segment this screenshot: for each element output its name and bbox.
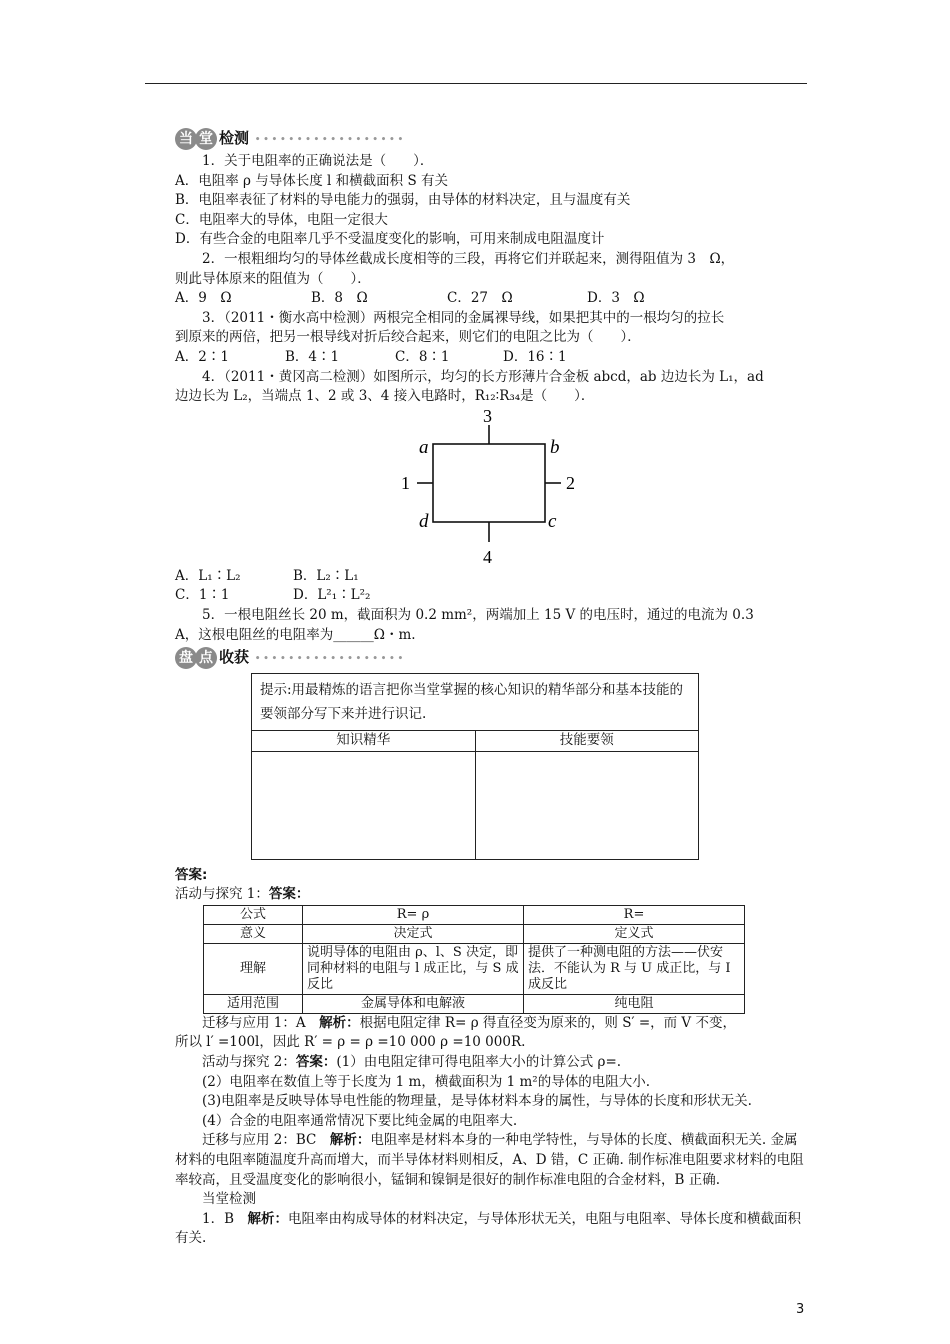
question-3-stem-cont: 到原来的两倍，把另一根导线对折后绞合起来，则它们的电阻之比为（ ）． bbox=[175, 329, 641, 346]
question-2-options bbox=[175, 289, 809, 309]
question-2-option: D．3 Ω bbox=[587, 290, 645, 307]
dotted-leader: ∙∙∙∙∙∙∙∙∙∙∙∙∙∙∙∙∙∙ bbox=[255, 132, 407, 146]
activity-2-point-4: (4）合金的电阻率通常情况下要比纯金属的电阻率大. bbox=[202, 1112, 518, 1129]
activity-1-heading: 活动与探究 1：答案： bbox=[175, 886, 310, 903]
table-row-header: 公式 bbox=[204, 905, 303, 924]
activity-2-point-3: (3)电阻率是反映导体导电性能的物理量，是导体材料本身的属性，与导体的长度和形状无关. bbox=[202, 1093, 752, 1110]
plate-diagram bbox=[390, 409, 590, 567]
summary-table bbox=[251, 673, 699, 860]
terminal-3-label: 3 bbox=[483, 408, 492, 426]
corner-a-label: a bbox=[419, 436, 429, 458]
question-1-option-b: B．电阻率表征了材料的导电能力的强弱，由导体的材料决定，且与温度有关 bbox=[175, 192, 631, 209]
corner-d-label: d bbox=[419, 510, 429, 532]
question-4-option-c: C．1∶1 bbox=[175, 587, 230, 604]
question-5-stem: 5．一根电阻丝长 20 m，截面积为 0.2 mm²，两端加上 15 V 的电压时，通过的电流为 0.3 bbox=[202, 606, 754, 623]
answer-1: 1．B 解析：电阻率由构成导体的材料决定，与导体形状无关，电阻与电阻率、导体长度和横截面积有关. bbox=[175, 1210, 802, 1247]
terminal-2-label: 2 bbox=[566, 472, 575, 493]
transfer-2-answer: 迁移与应用 2：BC 解析：电阻率是材料本身的一种电学特性，与导体的长度、横截面积无关. 金属材料的电阻率随温度升高而增大，而半导体材料则相反，A、D 错，C 正确. 制作标准电阻要求材料的电阻率较高，且受温度变化的影响很小，锰铜和镍铜是很好的制作标准电阻的合金材料，B 正确. bbox=[175, 1132, 804, 1188]
question-5-stem-cont: A，这根电阻丝的电阻率为______Ω・m. bbox=[175, 626, 416, 643]
table-row-header: 理解 bbox=[204, 943, 303, 994]
page-number: 3 bbox=[796, 1302, 805, 1317]
table-row-header: 意义 bbox=[204, 924, 303, 943]
summary-col-knowledge: 知识精华 bbox=[252, 731, 476, 752]
rectangle-plate-figure bbox=[175, 409, 809, 567]
question-3-option: B．4∶1 bbox=[285, 348, 340, 365]
activity-2-point-2: (2）电阻率在数值上等于长度为 1 m，横截面积为 1 m²的导体的电阻大小. bbox=[202, 1073, 651, 1090]
question-4-stem-cont: 边边长为 L₂，当端点 1、2 或 3、4 接入电路时，R₁₂∶R₃₄是（ ）． bbox=[175, 388, 595, 405]
section-heading-summary: 盘 点 收获 ∙∙∙∙∙∙∙∙∙∙∙∙∙∙∙∙∙∙ bbox=[175, 645, 809, 671]
question-2-stem: 2．一根粗细均匀的导体丝截成长度相等的三段，再将它们并联起来，测得阻值为 3 Ω， bbox=[202, 250, 735, 267]
formula-comparison-table: 公式 R= ρ R= 意义 决定式 定义式 理解 说明导体的电阻由 ρ、l、S 决定，即同种材料的电阻与 l 成正比，与 S 成反比 提供了一种测电阻的方法——伏安法．不能认为 R 与 U 成正比，与 I 成反比 适用范围 金属导体和电解液 纯电阻 bbox=[203, 905, 745, 1014]
question-4-options-row2 bbox=[175, 586, 809, 606]
plate-rectangle bbox=[433, 444, 545, 522]
question-4-options-row1 bbox=[175, 567, 809, 587]
class-check-heading: 当堂检测 bbox=[202, 1191, 256, 1208]
transfer-1-answer: 迁移与应用 1：A 解析：根据电阻定律 R= ρ 得直径变为原来的，则 S′ =，而 V 不变， bbox=[202, 1014, 736, 1031]
terminal-4-label: 4 bbox=[483, 546, 492, 567]
activity-2-answer: 活动与探究 2：答案：(1）由电阻定律可得电阻率大小的计算公式 ρ=. bbox=[202, 1054, 622, 1071]
question-2-option: C．27 Ω bbox=[447, 290, 513, 307]
corner-b-label: b bbox=[550, 436, 560, 458]
question-4-stem: 4．（2011・黄冈高二检测）如图所示，均匀的长方形薄片合金板 abcd，ab 边边长为 L₁，ad bbox=[202, 368, 764, 385]
question-1-option-d: D．有些合金的电阻率几乎不受温度变化的影响，可用来制成电阻温度计 bbox=[175, 231, 605, 248]
dotted-leader: ∙∙∙∙∙∙∙∙∙∙∙∙∙∙∙∙∙∙ bbox=[255, 651, 407, 665]
section-badge: 盘 点 bbox=[175, 647, 215, 669]
answers-title: 答案: bbox=[175, 866, 208, 883]
summary-knowledge-cell[interactable] bbox=[252, 751, 476, 859]
question-3-stem: 3．（2011・衡水高中检测）两根完全相同的金属裸导线，如果把其中的一根均匀的拉长 bbox=[202, 309, 725, 326]
question-3-options bbox=[175, 348, 809, 368]
question-1-option-a: A．电阻率 ρ 与导体长度 l 和横截面积 S 有关 bbox=[175, 172, 448, 189]
transfer-1-answer-cont: 所以 l′ =100l，因此 R′ = ρ = ρ =10 000 ρ =10 000R. bbox=[175, 1034, 526, 1051]
question-4-option-d: D．L²₁∶L²₂ bbox=[293, 587, 371, 604]
table-row-header: 适用范围 bbox=[204, 994, 303, 1013]
question-2-stem-cont: 则此导体原来的阻值为（ ）． bbox=[175, 270, 371, 287]
question-1-option-c: C．电阻率大的导体，电阻一定很大 bbox=[175, 211, 388, 228]
section-badge: 当 堂 bbox=[175, 128, 215, 150]
question-1-stem: 1．关于电阻率的正确说法是（ ）． bbox=[202, 153, 434, 169]
question-2-option: A．9 Ω bbox=[175, 290, 232, 307]
summary-hint: 提示:用最精炼的语言把你当堂掌握的核心知识的精华部分和基本技能的要领部分写下来并进行识记. bbox=[252, 674, 699, 731]
terminal-1-label: 1 bbox=[401, 472, 410, 493]
question-3-option: C．8∶1 bbox=[395, 348, 450, 365]
summary-skills-cell[interactable] bbox=[475, 751, 699, 859]
question-3-option: D．16∶1 bbox=[503, 348, 567, 365]
question-3-option: A．2∶1 bbox=[175, 348, 229, 365]
page-content bbox=[175, 126, 809, 1249]
question-4-option-a: A．L₁∶L₂ bbox=[175, 567, 241, 584]
question-4-option-b: B．L₂∶L₁ bbox=[293, 567, 359, 584]
corner-c-label: c bbox=[548, 510, 557, 532]
section-heading-class-check: 当 堂 检测 ∙∙∙∙∙∙∙∙∙∙∙∙∙∙∙∙∙∙ bbox=[175, 126, 809, 152]
question-2-option: B．8 Ω bbox=[311, 290, 368, 307]
summary-col-skills: 技能要领 bbox=[475, 731, 699, 752]
header-rule bbox=[145, 83, 807, 84]
